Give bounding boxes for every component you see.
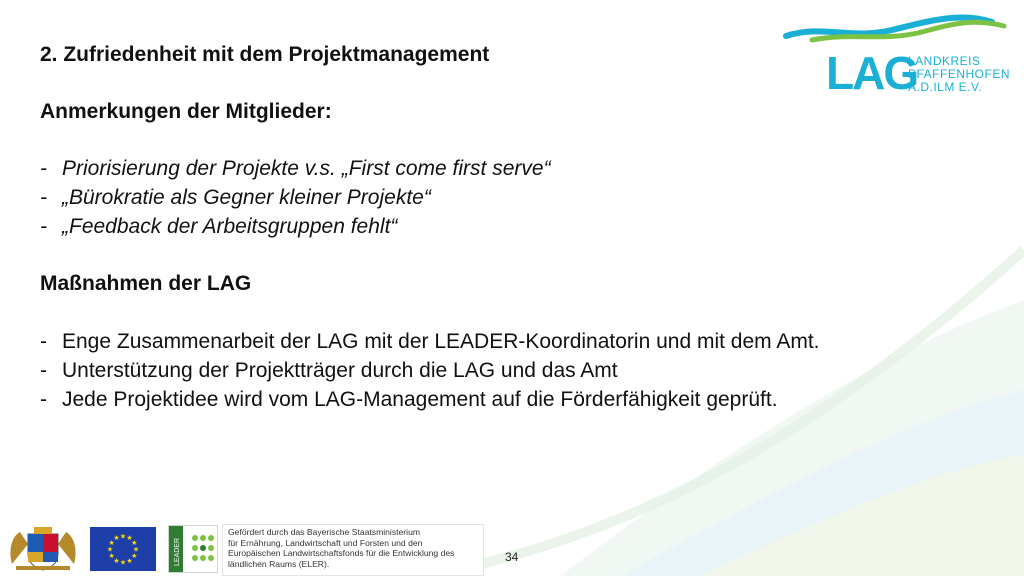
bullet-dash: -	[40, 388, 47, 411]
remark-item	[40, 212, 900, 241]
measure-text: Jede Projektidee wird vom LAG-Management auf die Förderfähigkeit geprüft.	[62, 388, 778, 411]
eu-star-icon: ★	[113, 557, 120, 565]
measure-text: Enge Zusammenarbeit der LAG mit der LEADER-Koordinatorin und mit dem Amt.	[62, 330, 820, 353]
remarks-heading: Anmerkungen der Mitglieder:	[40, 100, 332, 123]
eu-star-icon: ★	[126, 535, 133, 543]
measure-item	[40, 385, 900, 414]
bullet-dash: -	[40, 330, 47, 353]
eu-star-icon: ★	[131, 553, 138, 560]
bullet-dash: -	[40, 186, 47, 209]
section-title: 2. Zufriedenheit mit dem Projektmanagement	[40, 43, 490, 66]
remark-text: „Feedback der Arbeitsgruppen fehlt“	[62, 215, 398, 238]
eu-star-icon: ★	[119, 533, 127, 541]
eu-star-icon: ★	[113, 535, 120, 543]
measure-item	[40, 327, 900, 356]
remark-item	[40, 183, 900, 212]
remark-item	[40, 154, 900, 183]
funding-footer	[0, 520, 1024, 576]
funding-notice	[222, 524, 484, 576]
bullet-dash: -	[40, 215, 47, 238]
measure-text: Unterstützung der Projektträger durch die LAG und das Amt	[62, 359, 618, 382]
logo-lag-text: LAG	[826, 47, 918, 99]
measures-heading: Maßnahmen der LAG	[40, 272, 252, 295]
eu-star-icon: ★	[132, 546, 140, 554]
eu-star-icon: ★	[131, 540, 138, 547]
eu-flag-icon	[90, 527, 156, 571]
logo-wave-icon	[782, 10, 1014, 50]
page-number: 34	[505, 550, 519, 564]
eu-star-icon: ★	[106, 546, 114, 554]
leader-label: LEADER	[174, 537, 181, 566]
bavarian-crest-icon	[6, 524, 80, 572]
logo-line: LANDKREIS	[908, 54, 981, 68]
logo-subtitle	[908, 55, 1010, 94]
logo-line: PFAFFENHOFEN	[908, 67, 1011, 81]
lag-logo	[782, 10, 1014, 100]
logo-line: A.D.ILM E.V.	[908, 80, 983, 94]
remark-text: „Bürokratie als Gegner kleiner Projekte“	[62, 186, 431, 209]
remark-text: Priorisierung der Projekte v.s. „First come first serve“	[62, 157, 551, 180]
eu-star-icon: ★	[119, 559, 127, 567]
funding-text: Gefördert durch das Bayerische Staatsministerium für Ernährung, Landwirtschaft und Forsten und den Europäischen Landwirtschaftsfonds für die Entwicklung des ländlichen Raums (ELER).	[228, 527, 455, 569]
bullet-dash: -	[40, 359, 47, 382]
eu-star-icon: ★	[108, 540, 115, 547]
eu-star-icon: ★	[108, 553, 115, 560]
leader-logo-icon	[168, 525, 218, 573]
bullet-dash: -	[40, 157, 47, 180]
measure-item	[40, 356, 900, 385]
eu-star-icon: ★	[126, 557, 133, 565]
slide-body	[40, 40, 900, 414]
